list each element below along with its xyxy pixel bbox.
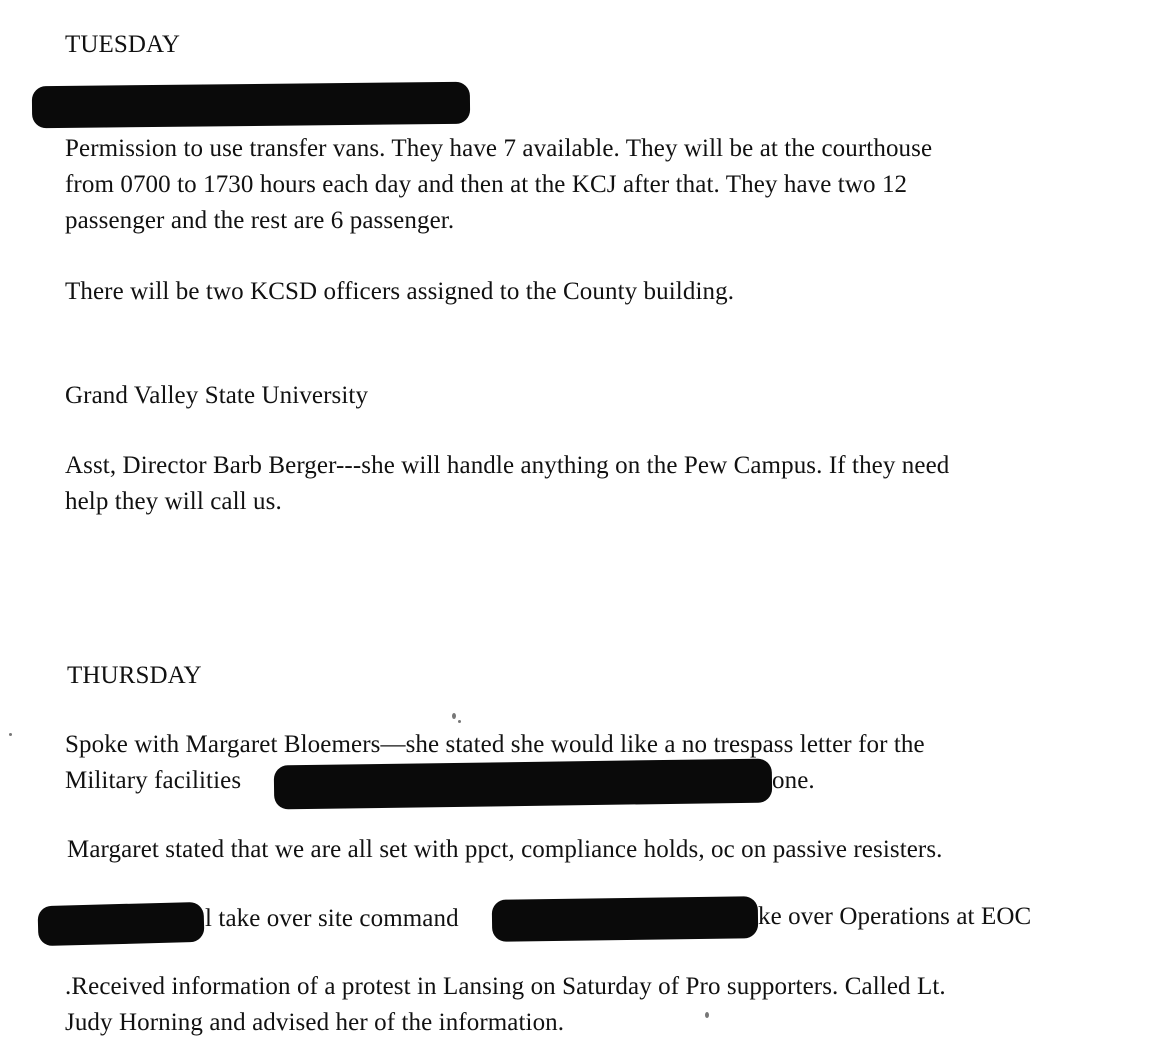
tuesday-paragraph-2: There will be two KCSD officers assigned to the County building. xyxy=(65,278,735,305)
tuesday-paragraph-3-line-2: help they will call us. xyxy=(65,488,282,515)
scan-speck xyxy=(9,733,12,736)
thursday-paragraph-3-part-1: l take over site command xyxy=(205,905,459,932)
thursday-paragraph-1-line-2: Military facilities xyxy=(65,767,242,794)
thursday-paragraph-4-line-2: Judy Horning and advised her of the information. xyxy=(65,1009,565,1036)
tuesday-paragraph-1-line-1: Permission to use transfer vans. They have 7 available. They will be at the courthouse xyxy=(65,135,933,162)
heading-thursday: THURSDAY xyxy=(67,662,202,689)
redaction-bar xyxy=(32,82,470,129)
heading-tuesday: TUESDAY xyxy=(65,31,181,58)
redaction-bar xyxy=(38,902,205,946)
tuesday-paragraph-3-line-1: Asst, Director Barb Berger---she will handle anything on the Pew Campus. If they need xyxy=(65,452,950,479)
thursday-paragraph-1-line-1: Spoke with Margaret Bloemers—she stated she would like a no trespass letter for the xyxy=(65,731,925,758)
thursday-paragraph-1-tail: one. xyxy=(772,767,815,794)
tuesday-paragraph-1-line-2: from 0700 to 1730 hours each day and then at the KCJ after that. They have two 12 xyxy=(65,171,908,198)
heading-gvsu: Grand Valley State University xyxy=(65,382,369,409)
redaction-bar xyxy=(274,759,773,810)
redaction-bar xyxy=(492,896,759,942)
thursday-paragraph-2: Margaret stated that we are all set with ppct, compliance holds, oc on passive resisters. xyxy=(67,836,943,863)
tuesday-paragraph-1-line-3: passenger and the rest are 6 passenger. xyxy=(65,207,455,234)
scan-speck xyxy=(705,1012,709,1018)
scan-speck xyxy=(458,720,461,723)
thursday-paragraph-3-part-2: ke over Operations at EOC xyxy=(758,903,1032,930)
scan-speck xyxy=(452,713,456,719)
thursday-paragraph-4-line-1: .Received information of a protest in Lansing on Saturday of Pro supporters. Called Lt. xyxy=(65,973,946,1000)
